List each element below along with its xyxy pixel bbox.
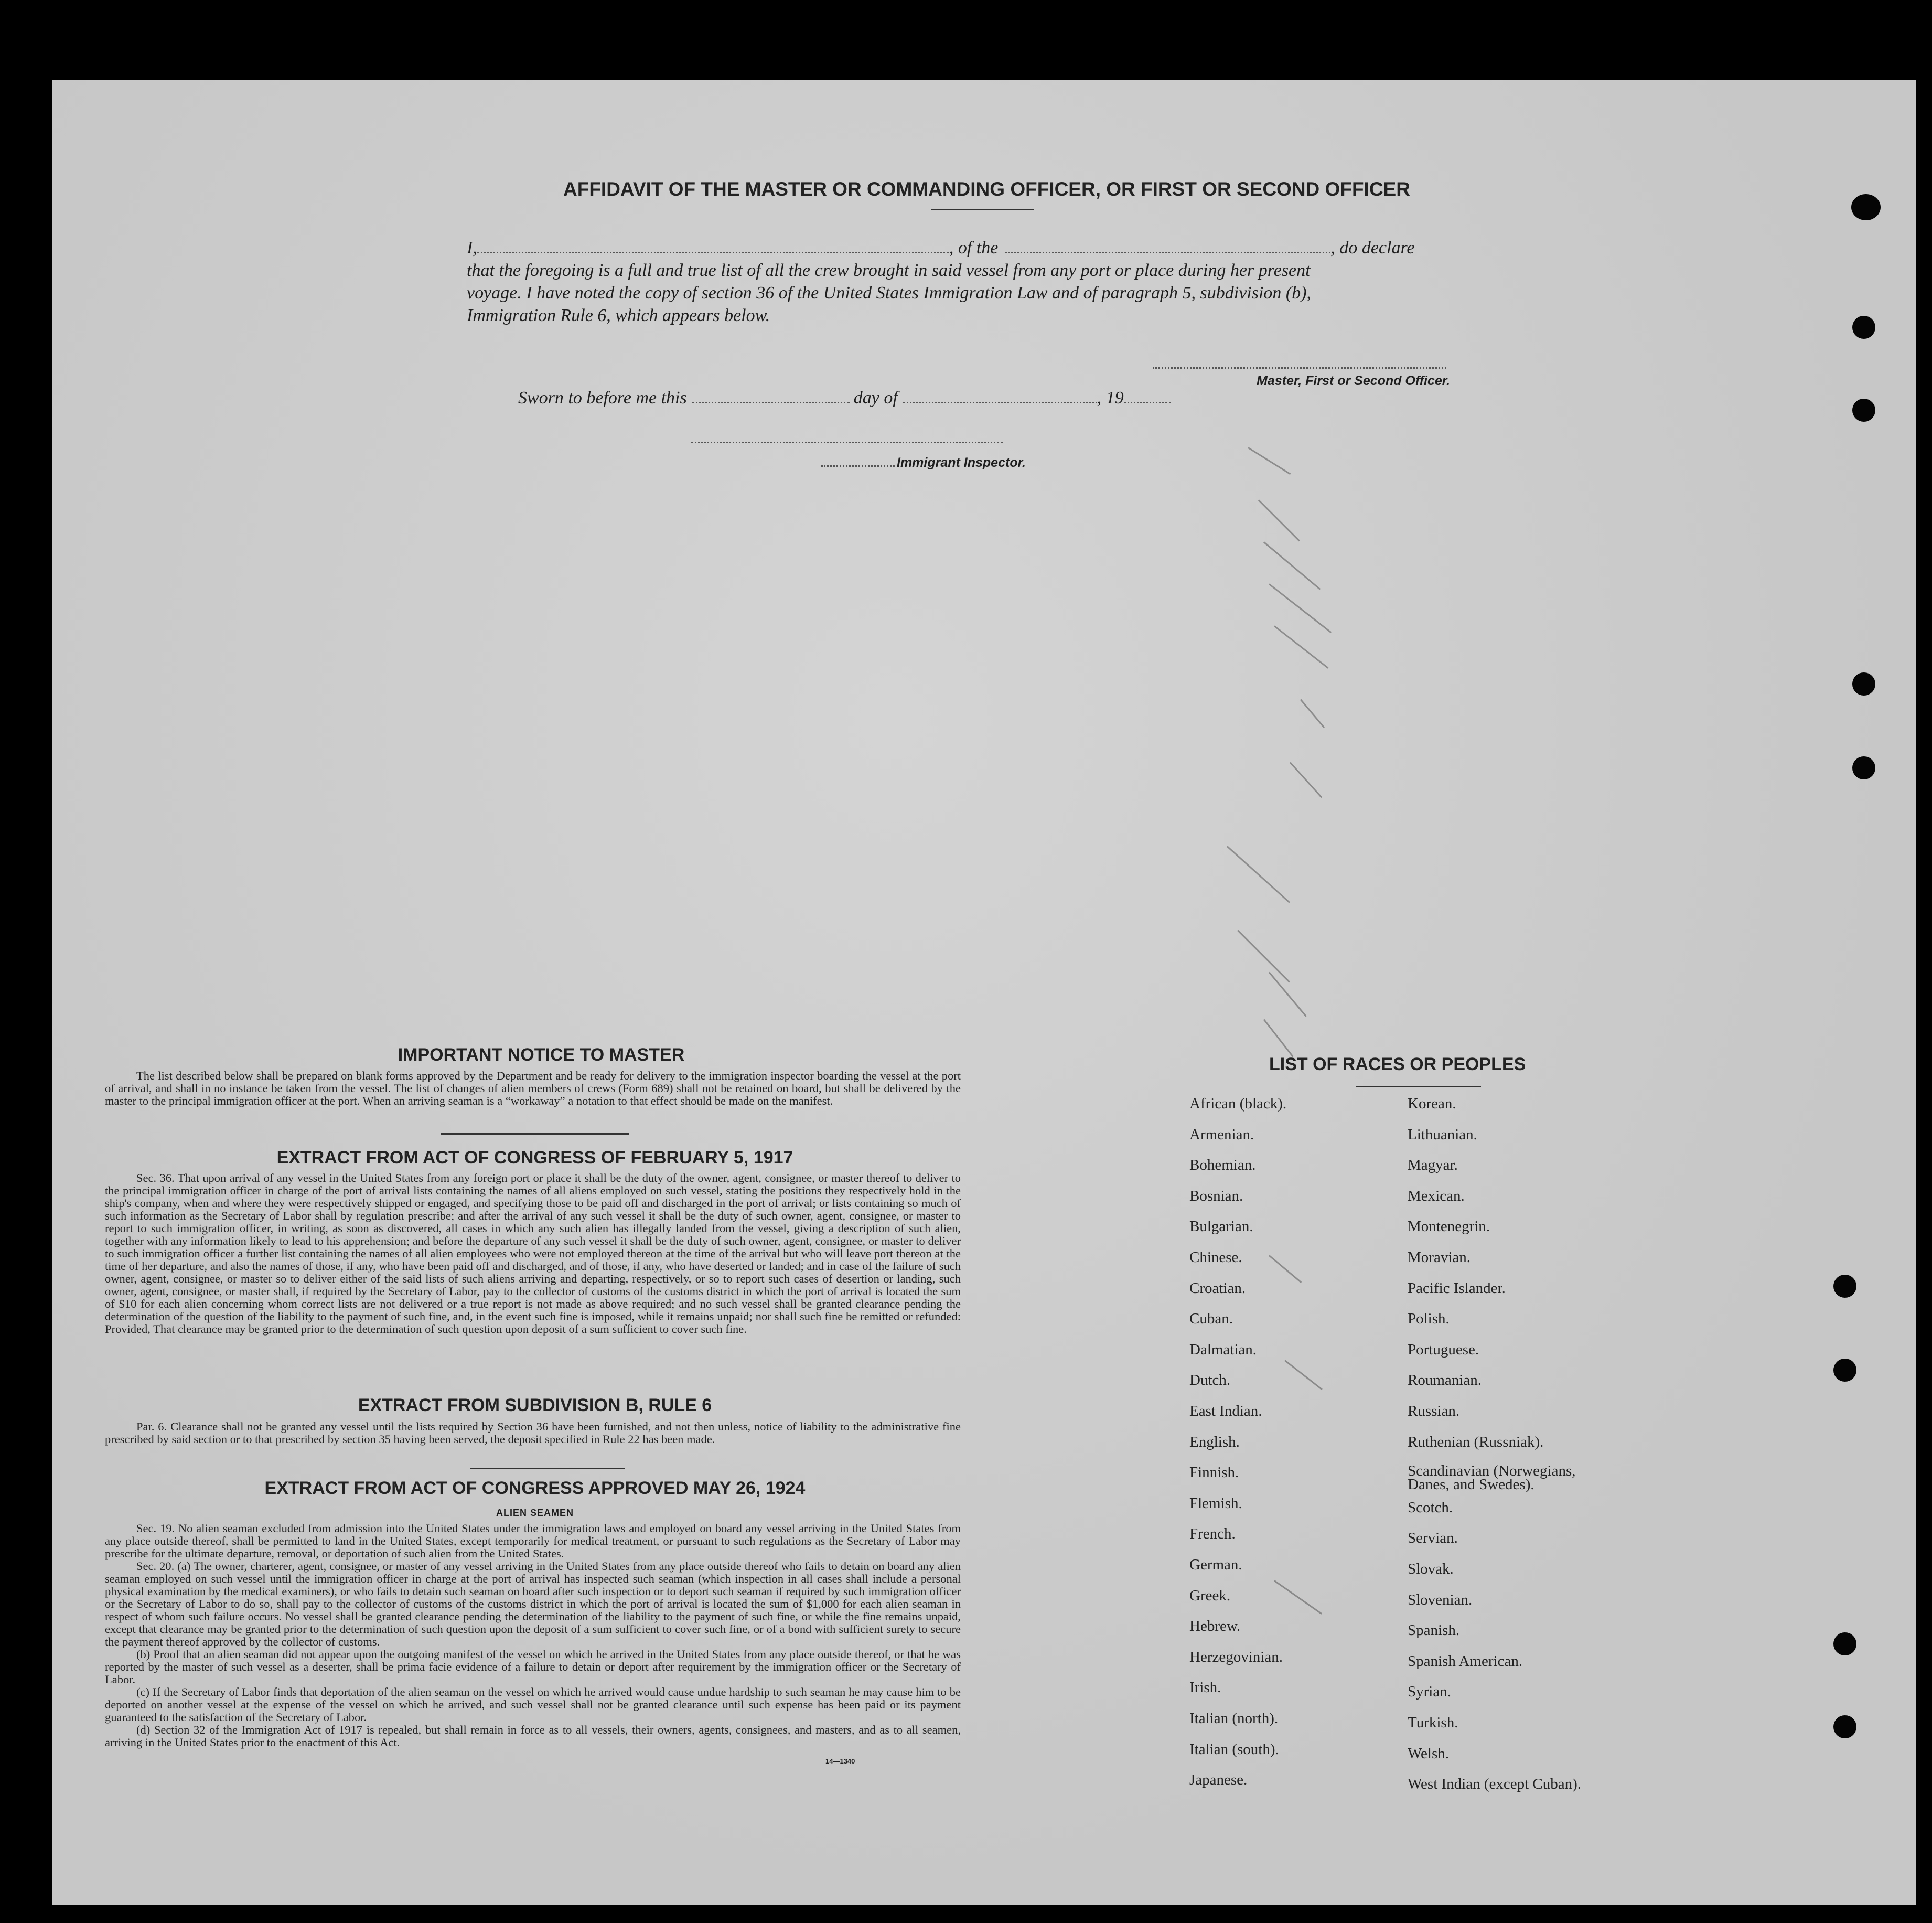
affidavit-i: I, (467, 238, 477, 258)
pencil-stroke (1248, 447, 1291, 475)
race-item: East Indian. (1189, 1403, 1262, 1419)
alien-seamen-subtitle: ALIEN SEAMEN (496, 1508, 574, 1518)
punch-hole (1833, 1715, 1856, 1738)
extract-1917-text (105, 1172, 961, 1336)
race-item: West Indian (except Cuban). (1408, 1776, 1582, 1793)
race-item: Italian (north). (1189, 1710, 1279, 1727)
race-item: Slovak. (1408, 1561, 1454, 1577)
race-item: Bosnian. (1189, 1187, 1243, 1204)
punch-hole (1833, 1359, 1856, 1382)
race-item: Spanish. (1408, 1622, 1460, 1639)
punch-hole (1852, 316, 1875, 339)
inspector-label: Immigrant Inspector. (897, 455, 1026, 470)
inspector-signature-line[interactable] (691, 442, 1003, 443)
race-item: German. (1189, 1556, 1242, 1573)
affidavit-title: AFFIDAVIT OF THE MASTER OR COMMANDING OFFICER, OR FIRST OR SECOND OFFICER (563, 178, 1410, 200)
pencil-stroke (1263, 541, 1321, 590)
race-item: Pacific Islander. (1408, 1279, 1506, 1297)
pencil-stroke (1269, 583, 1332, 633)
race-item: Armenian. (1189, 1126, 1254, 1143)
race-item: Croatian. (1189, 1279, 1246, 1297)
race-item: Finnish. (1189, 1464, 1239, 1481)
race-item: Servian. (1408, 1530, 1458, 1547)
race-item: Polish. (1408, 1310, 1450, 1328)
sworn-day-field[interactable] (692, 399, 850, 403)
race-item: Syrian. (1408, 1683, 1451, 1701)
pencil-stroke (1274, 625, 1328, 668)
race-item: Montenegrin. (1408, 1218, 1490, 1235)
race-item: Scandinavian (Norwegians, Danes, and Swedes). (1408, 1462, 1576, 1493)
sec-20b-paragraph: (b) Proof that an alien seaman did not appear upon the outgoing manifest of the vessel on which he arrived in the United States from any place outside thereof, or that he was reported by the master of such vessel as a deserter, shall be prima facie evidence of a failure to detain or deport after requirement by the immigration officer or the Secretary of Labor. (105, 1648, 961, 1686)
extract-1924-text (105, 1522, 961, 1749)
vessel-name-field[interactable] (1005, 249, 1330, 253)
race-item: Chinese. (1189, 1249, 1242, 1266)
pencil-stroke (1284, 1360, 1323, 1390)
section-rule (470, 1468, 625, 1469)
sworn-year: , 19 (1097, 388, 1124, 408)
notice-text (105, 1070, 961, 1107)
sec-20c-paragraph: (c) If the Secretary of Labor finds that deportation of the alien seaman on the vessel on which he arrived would cause undue hardship to such seaman he may cause him to be deported on another vessel at the expense of the vessel on which he arrived, and such vessel shall not be granted clearance until such expense has been paid or its payment guaranteed to the satisfaction of the Secretary of Labor. (105, 1685, 961, 1724)
punch-hole (1852, 399, 1875, 422)
punch-hole (1852, 672, 1875, 696)
sworn-year-field[interactable] (1124, 399, 1171, 403)
pencil-stroke (1269, 1255, 1302, 1283)
title-rule (931, 209, 1034, 210)
race-item: Slovenian. (1408, 1591, 1473, 1608)
pencil-stroke (1274, 1580, 1322, 1615)
race-item: Irish. (1189, 1679, 1221, 1696)
sworn-month-field[interactable] (903, 399, 1097, 403)
affidavit-line-4: Immigration Rule 6, which appears below. (467, 306, 770, 325)
master-signature-label: Master, First or Second Officer. (1257, 373, 1451, 388)
race-item: Herzegovinian. (1189, 1648, 1283, 1665)
race-item: Dutch. (1189, 1372, 1231, 1389)
race-item: Moravian. (1408, 1249, 1471, 1266)
affidavit-line-3: voyage. I have noted the copy of section 36 of the United States Immigration Law and of paragraph 5, subdivision (b), (467, 283, 1312, 303)
sworn-prefix: Sworn to before me this (518, 388, 687, 408)
race-item: Italian (south). (1189, 1740, 1279, 1758)
sworn-day-of: day of (853, 388, 898, 408)
race-item: French. (1189, 1525, 1236, 1543)
notice-title: IMPORTANT NOTICE TO MASTER (398, 1045, 685, 1065)
affidavit-line-2: that the foregoing is a full and true list of all the crew brought in said vessel from any port or place during her present (467, 261, 1311, 280)
master-signature-line[interactable] (1153, 367, 1446, 369)
punch-hole (1852, 756, 1875, 779)
race-item: Ruthenian (Russniak). (1408, 1433, 1544, 1450)
race-item: Spanish American. (1408, 1652, 1523, 1670)
race-item: Magyar. (1408, 1157, 1458, 1174)
race-item: Russian. (1408, 1403, 1460, 1419)
race-item: Bulgarian. (1189, 1218, 1253, 1235)
race-item: Greek. (1189, 1587, 1231, 1604)
pencil-stroke (1290, 762, 1322, 798)
document-page (52, 80, 1916, 1905)
punch-hole (1833, 1632, 1856, 1655)
race-item: Welsh. (1408, 1745, 1450, 1762)
race-item: Japanese. (1189, 1771, 1248, 1789)
race-item: Scotch. (1408, 1499, 1453, 1516)
race-item: Bohemian. (1189, 1157, 1256, 1174)
extract-1924-title: EXTRACT FROM ACT OF CONGRESS APPROVED MAY 26, 1924 (264, 1478, 806, 1498)
race-item: Portuguese. (1408, 1341, 1479, 1358)
affidavit-declare: , do declare (1330, 238, 1415, 258)
race-item: English. (1189, 1433, 1240, 1450)
races-title-rule (1356, 1086, 1481, 1087)
inspector-dots (821, 462, 895, 467)
pencil-stroke (1300, 699, 1325, 729)
race-item: Flemish. (1189, 1494, 1242, 1512)
race-item: Roumanian. (1408, 1372, 1482, 1389)
pencil-stroke (1258, 499, 1300, 541)
race-item: Dalmatian. (1189, 1341, 1257, 1358)
sec-20d-paragraph: (d) Section 32 of the Immigration Act of 1917 is repealed, but shall remain in force as to all vessels, their owners, agents, consignees, and masters, and as to all seamen, arriving in the United States prior to the enactment of this Act. (105, 1723, 961, 1749)
affidavit-line-1 (467, 238, 1558, 258)
extract-1917-title: EXTRACT FROM ACT OF CONGRESS OF FEBRUARY 5, 1917 (276, 1148, 793, 1168)
sec-36-paragraph: Sec. 36. That upon arrival of any vessel in the United States from any foreign port or place it shall be the duty of the owner, agent, consignee, or master thereof to deliver to the principal immigration officer in charge of the port of arrival lists containing the names of all aliens employed on such vessel, stating the positions they respectively hold in the ship's company, when and where they were respectively shipped or engaged, and specifying those to be paid off and discharged in the port of arrival; or lists containing so much of such information as the Secretary of Labor shall by regulation prescribe; and after the arrival of any such vessel it shall be the duty of such owner, agent, consignee, or master to report to such immigration officer, in writing, as soon as discovered, all cases in which any such alien has illegally landed from the vessel, giving a description of such alien, together with any information likely to lead to his apprehension; and before the departure of any such vessel it shall be the duty of such owner, agent, consignee, or master to deliver to such immigration officer a further list containing the names of all alien employees who were not employed thereon at the time of the arrival but who will leave port thereon at the time of her departure, and also the names of those, if any, who have been paid off and discharged, and of those, if any, who have deserted or landed; and in case of the failure of such owner, agent, consignee, or master so to deliver either of the said lists of such aliens arriving and departing, respectively, or so to report such cases of desertion or landing, such owner, agent, consignee, or master shall, if required by the Secretary of Labor, pay to the collector of customs of the customs district in which the port of arrival is located the sum of $10 for each alien concerning whom correct lists are not delivered or a true report is not made as above required; and no such vessel shall be granted clearance pending the determination of the question of the liability to the payment of such fine, and, in the event such fine is imposed, while it remains unpaid; nor shall such fine be remitted or refunded: Provided, That clearance may be granted prior to the determination of such question upon deposit of a sum sufficient to cover such fine. (105, 1171, 961, 1336)
sworn-line (518, 388, 1171, 408)
race-item: Mexican. (1408, 1187, 1465, 1204)
section-rule (441, 1133, 629, 1135)
punch-hole (1851, 194, 1881, 220)
inspector-line (821, 455, 1026, 471)
extract-rule6-title: EXTRACT FROM SUBDIVISION B, RULE 6 (358, 1395, 712, 1415)
form-number: 14—1340 (825, 1757, 855, 1765)
extract-rule6-text (105, 1420, 961, 1446)
sec-19-paragraph: Sec. 19. No alien seaman excluded from admission into the United States under the immigration laws and employed on board any vessel arriving in the United States from any place outside thereof, shall be permitted to land in the United States, except temporarily for medical treatment, or pursuant to such regulations as the Secretary of Labor may prescribe for the ultimate departure, removal, or deportation of such alien from the United States. (105, 1522, 961, 1560)
sec-20a-paragraph: Sec. 20. (a) The owner, charterer, agent, consignee, or master of any vessel arriving in the United States from any place outside thereof who fails to detain on board any alien seaman employed on such vessel until the immigration officer in charge at the port of arrival has inspected such seaman (which inspection in all cases shall include a personal physical examination by the medical examiners), or who fails to detain such seaman on board after such inspection or to deport such seaman if required by such immigration officer or the Secretary of Labor to do so, shall pay to the collector of customs of the customs district in which the port of arrival is located the sum of $1,000 for each alien seaman in respect of whom such failure occurs. No vessel shall be granted clearance pending the determination of the liability to the payment of such fine, or while the fine remains unpaid, except that clearance may be granted prior to the determination of such question upon the deposit of a sum sufficient to cover such fine, or of a bond with sufficient surety to secure the payment thereof approved by the collector of customs. (105, 1559, 961, 1648)
race-item: Cuban. (1189, 1310, 1233, 1328)
notice-paragraph: The list described below shall be prepared on blank forms approved by the Department and be ready for delivery to the immigration inspector boarding the vessel at the port of arrival, and shall in no instance be taken from the vessel. The list of changes of alien members of crews (Form 689) shall not be retained on board, but shall be delivered by the master to the principal immigration officer at the port. When an arriving seaman is a “workaway” a notation to that effect should be made on the manifest. (105, 1069, 961, 1107)
races-title: LIST OF RACES OR PEOPLES (1269, 1054, 1526, 1074)
race-item: Korean. (1408, 1095, 1456, 1112)
race-item: Lithuanian. (1408, 1126, 1477, 1143)
punch-hole (1833, 1275, 1856, 1298)
pencil-stroke (1227, 846, 1290, 903)
pencil-stroke (1237, 930, 1290, 982)
race-item: Turkish. (1408, 1714, 1458, 1731)
officer-name-field[interactable] (477, 249, 949, 253)
affidavit-of-the: , of the (949, 238, 999, 258)
pencil-stroke (1269, 972, 1307, 1017)
race-item: African (black). (1189, 1095, 1287, 1112)
race-item: Hebrew. (1189, 1618, 1241, 1635)
par-6-paragraph: Par. 6. Clearance shall not be granted any vessel until the lists required by Section 36 have been furnished, and not then unless, notice of liability to the administrative fine prescribed by said section or to that prescribed by section 35 having been served, the deposit specified in Rule 22 has been made. (105, 1420, 961, 1446)
pencil-stroke (1263, 1019, 1294, 1057)
